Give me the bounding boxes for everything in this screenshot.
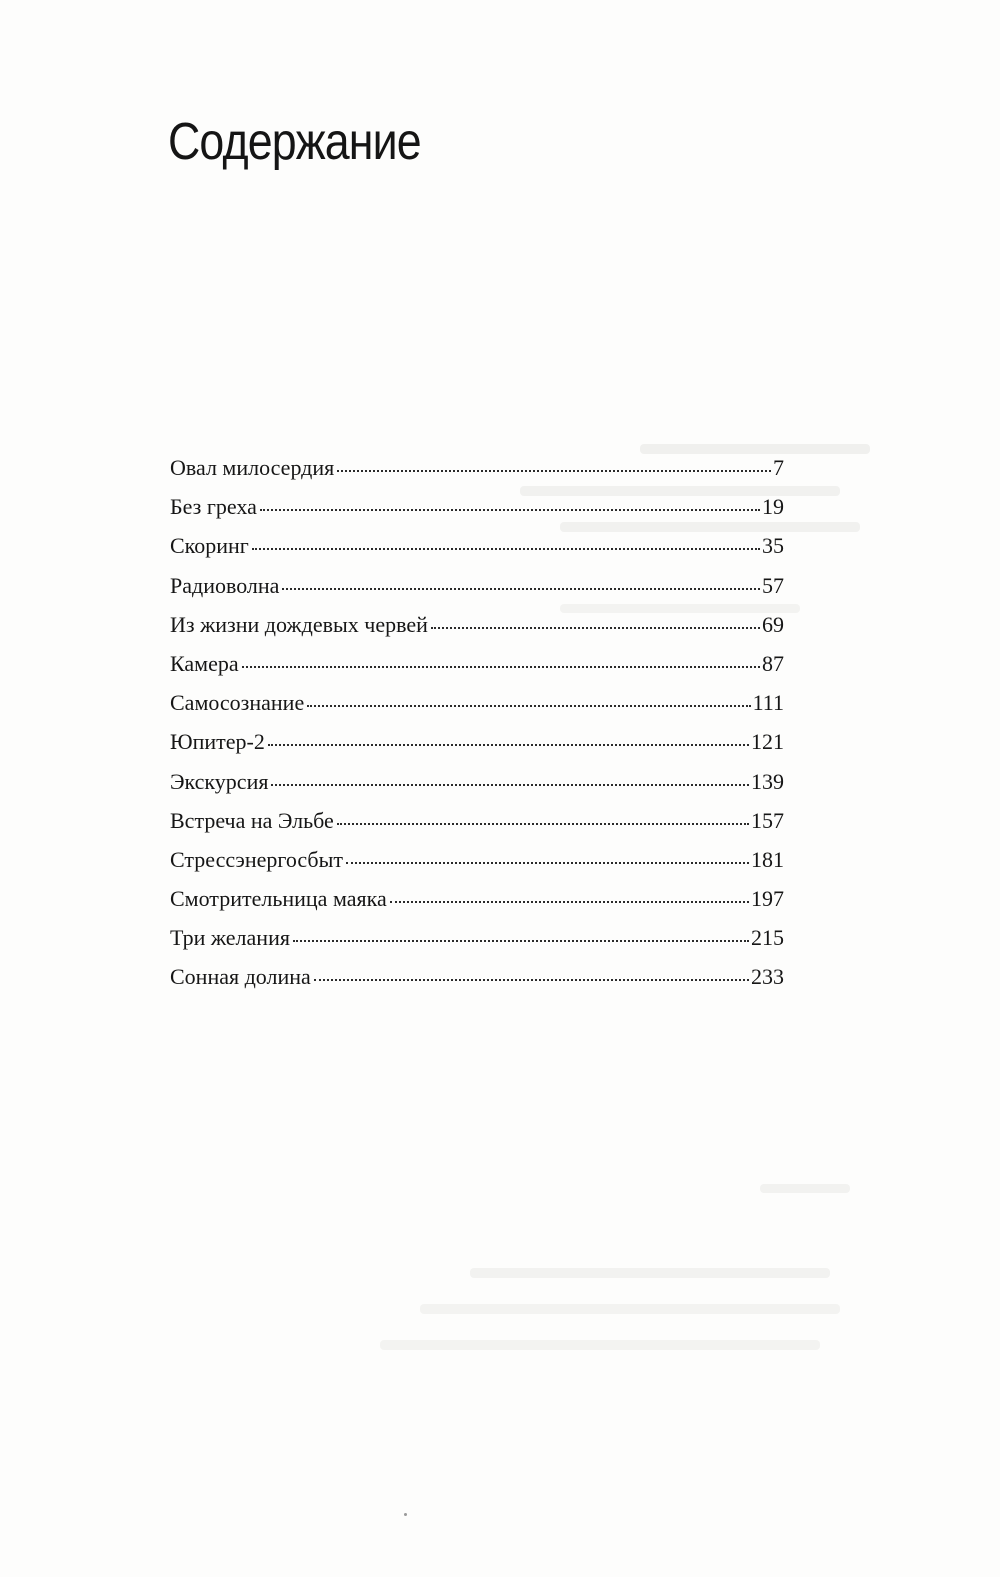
- toc-entry[interactable]: [170, 801, 784, 840]
- toc-entry[interactable]: [170, 526, 784, 565]
- toc-page-number: 181: [751, 846, 784, 872]
- page-title: Содержание: [168, 113, 421, 171]
- toc-page-number: 215: [751, 925, 784, 951]
- dot-leader: [260, 509, 760, 511]
- toc-entry[interactable]: [170, 487, 784, 526]
- toc-page-number: 139: [751, 768, 784, 794]
- toc-page-number: 111: [752, 690, 784, 716]
- toc-entry[interactable]: [170, 722, 784, 761]
- toc-entry[interactable]: [170, 918, 784, 957]
- dot-leader: [282, 588, 760, 590]
- toc-page-number: 233: [751, 964, 784, 990]
- toc-page-number: 7: [773, 455, 784, 480]
- toc-entry[interactable]: [170, 762, 784, 801]
- toc-page-number: 197: [751, 886, 784, 912]
- show-through-mark: [420, 1304, 840, 1314]
- toc-page-number: 57: [762, 572, 784, 598]
- dot-leader: [271, 784, 749, 786]
- toc-entry[interactable]: [170, 957, 784, 996]
- table-of-contents: [170, 448, 784, 997]
- show-through-mark: [380, 1340, 820, 1350]
- toc-entry-title: Три желания: [170, 925, 290, 951]
- toc-entry[interactable]: [170, 644, 784, 683]
- toc-entry[interactable]: [170, 879, 784, 918]
- paper-speck: [404, 1513, 407, 1516]
- toc-page-number: 19: [762, 494, 784, 520]
- toc-page-number: 69: [762, 611, 784, 637]
- toc-page-number: 87: [762, 650, 784, 676]
- toc-entry[interactable]: [170, 840, 784, 879]
- toc-entry-title: Из жизни дождевых червей: [170, 611, 428, 637]
- toc-entry-title: Овал милосердия: [170, 455, 335, 480]
- dot-leader: [293, 940, 749, 942]
- toc-entry-title: Встреча на Эльбе: [170, 807, 334, 833]
- dot-leader: [346, 862, 749, 864]
- toc-entry-title: Юпитер-2: [170, 729, 265, 755]
- toc-entry[interactable]: [170, 605, 784, 644]
- dot-leader: [252, 548, 760, 550]
- dot-leader: [242, 666, 760, 668]
- show-through-mark: [760, 1184, 850, 1193]
- dot-leader: [337, 470, 771, 472]
- toc-entry-title: Без греха: [170, 494, 257, 520]
- toc-entry[interactable]: [170, 683, 784, 722]
- dot-leader: [390, 901, 749, 903]
- toc-entry-title: Смотрительница маяка: [170, 886, 387, 912]
- toc-entry-title: Экскурсия: [170, 768, 269, 794]
- show-through-mark: [470, 1268, 830, 1278]
- toc-page-number: 35: [762, 533, 784, 559]
- toc-page-number: 157: [751, 807, 784, 833]
- toc-entry-title: Стрессэнергосбыт: [170, 846, 344, 872]
- toc-entry-title: Сонная долина: [170, 964, 311, 990]
- toc-entry-title: Камера: [170, 650, 239, 676]
- toc-entry[interactable]: [170, 448, 784, 487]
- dot-leader: [268, 744, 749, 746]
- dot-leader: [314, 979, 749, 981]
- toc-entry-title: Скоринг: [170, 533, 249, 559]
- toc-page-number: 121: [751, 729, 784, 755]
- toc-entry-title: Радиоволна: [170, 572, 280, 598]
- toc-entry[interactable]: [170, 566, 784, 605]
- dot-leader: [307, 705, 750, 707]
- toc-entry-title: Самосознание: [170, 690, 305, 716]
- dot-leader: [431, 627, 760, 629]
- dot-leader: [337, 823, 749, 825]
